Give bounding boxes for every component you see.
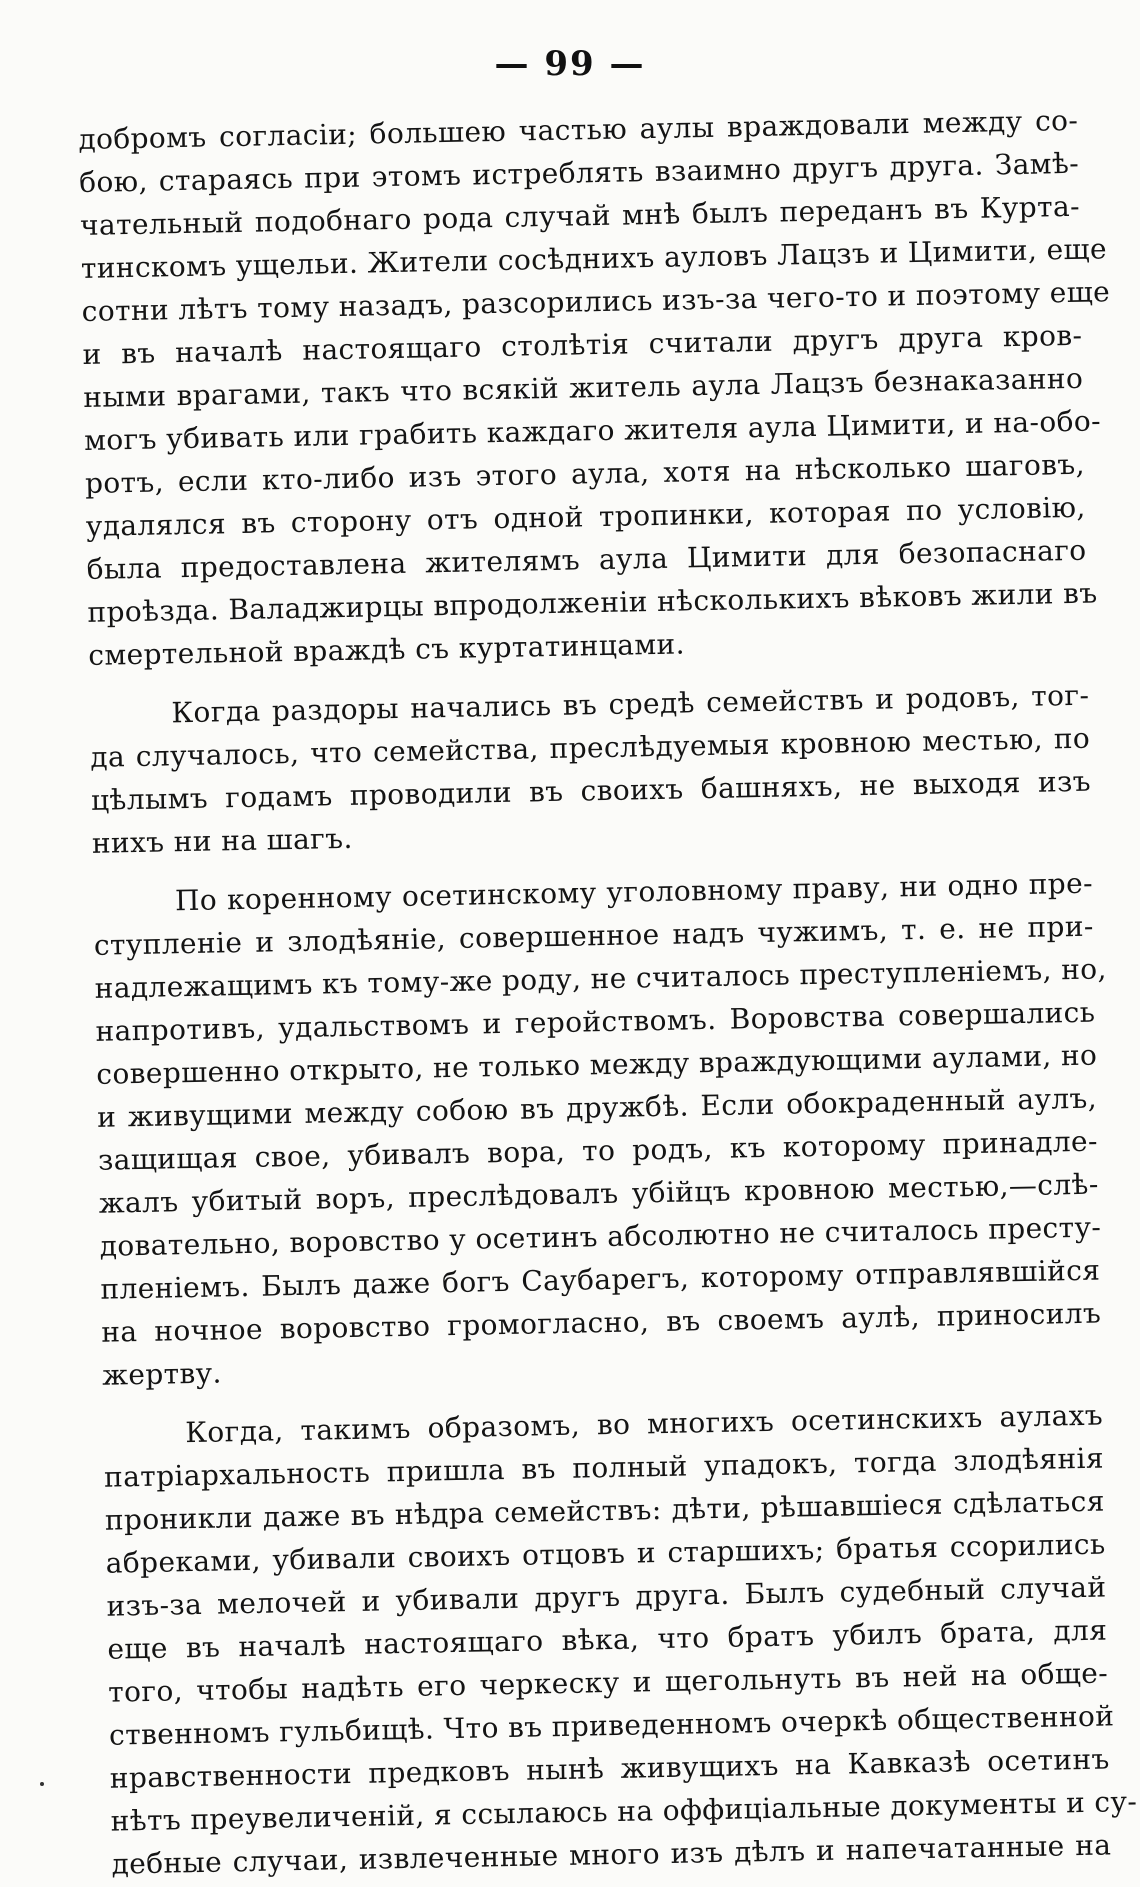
page-number: — 99 — [494,44,646,84]
text-line: ными врагами, такъ что всякій житель аула Лацзъ безнаказанно [83,361,1084,414]
ink-speck [40,1782,44,1786]
text-line: бою, стараясь при этомъ истреблять взаимно другъ друга. Замѣ- [78,146,1080,199]
text-line: По коренному осетинскому уголовному праву, ни одно пре- [174,866,1094,918]
text-line: пленіемъ. Былъ даже богъ Саубарегъ, которому отправлявшійся [100,1253,1101,1306]
text-line: да случалось, что семейства, преслѣдуемыя кровною местью, по [89,721,1091,774]
text-line: добромъ согласіи; большею частью аулы враждовали между со- [78,103,1079,156]
body-text [78,99,1138,1902]
text-line: удалялся въ сторону отъ одной тропинки, которая по условію, [85,490,1086,543]
text-line: нихъ ни на шагъ. [91,821,354,860]
text-line: довательно, воровство у осетинъ абсолютно не считалось престу- [99,1210,1102,1263]
text-line: могъ убивать или грабить каждаго жителя аула Цимити, и на-обо- [83,404,1102,457]
text-line: совершенно открыто, не только между враждующими аулами, но [96,1038,1098,1091]
text-line: ственномъ гульбищѣ. Что въ приведенномъ очеркѣ общественной [108,1699,1115,1752]
text-line: защищая свое, убивалъ вора, то родъ, къ которому принадле- [97,1124,1099,1177]
text-line: и живущими между собою въ дружбѣ. Если обокраденный аулъ, [96,1081,1098,1134]
text-line: ступленіе и злодѣяніе, совершенное надъ чужимъ, т. е. не при- [93,909,1095,962]
text-line: проѣзда. Валаджирцы впродолженіи нѣсколькихъ вѣковъ жили въ [87,576,1098,629]
text-line: патріархальность пришла въ полный упадокъ, тогда злодѣянія [103,1441,1105,1494]
paragraph [89,674,1092,865]
text-line: нѣтъ преувеличеній, я ссылаюсь на оффиціальные документы и су- [110,1784,1138,1838]
text-line: проникли даже въ нѣдра семействъ: дѣти, рѣшавшіеся сдѣлаться [104,1484,1106,1537]
text-line: была предоставлена жителямъ аула Цимити для безопаснаго [86,533,1087,586]
text-line: сотни лѣтъ тому назадъ, разсорились изъ-за чего-то и поэтому еще [81,275,1111,328]
text-line: дебные случаи, извлеченные много изъ дѣлъ и напечатанные на [111,1828,1112,1881]
text-line: нравственности предковъ нынѣ живущихъ на Кавказѣ осетинъ [109,1742,1111,1795]
text-line: тинскомъ ущельи. Жители сосѣднихъ ауловъ Лацзъ и Цимити, еще [80,232,1108,285]
text-line: еще въ началѣ настоящаго вѣка, что братъ убилъ брата, для [107,1613,1108,1666]
paragraph [78,99,1111,677]
text-line: ротъ, если кто-либо изъ этого аула, хотя на нѣсколько шаговъ, [84,447,1086,500]
text-line: Когда раздоры начались въ средѣ семействъ и родовъ, тог- [171,678,1090,730]
paragraph [103,1394,1138,1886]
text-line: изъ-за мелочей и убивали другъ друга. Былъ судебный случай [106,1570,1107,1623]
paragraph [93,862,1108,1397]
text-line: надлежащимъ къ тому-же роду, не считалось преступленіемъ, но, [94,952,1108,1005]
text-line: цѣлымъ годамъ проводили въ своихъ башняхъ, не выходя изъ [90,764,1092,817]
text-line: и въ началѣ настоящаго столѣтія считали другъ друга кров- [82,318,1083,371]
text-line: абреками, убивали своихъ отцовъ и старшихъ; братья ссорились [105,1527,1106,1580]
text-line: чательный подобнаго рода случай мнѣ былъ переданъ въ Курта- [79,189,1081,242]
text-line: того, чтобы надѣть его черкеску и щегольнуть въ ней на обще- [107,1656,1109,1709]
text-line: напротивъ, удальствомъ и геройствомъ. Воровства совершались [95,995,1096,1048]
text-line: жертву. [101,1356,223,1392]
text-line: смертельной враждѣ съ куртатинцами. [88,627,686,672]
text-line: Когда, такимъ образомъ, во многихъ осетинскихъ аулахъ [184,1398,1104,1450]
text-line: на ночное воровство громогласно, въ своемъ аулѣ, приносилъ [100,1296,1102,1349]
text-line: жалъ убитый воръ, преслѣдовалъ убійцъ кровною местью,—слѣ- [98,1167,1099,1220]
